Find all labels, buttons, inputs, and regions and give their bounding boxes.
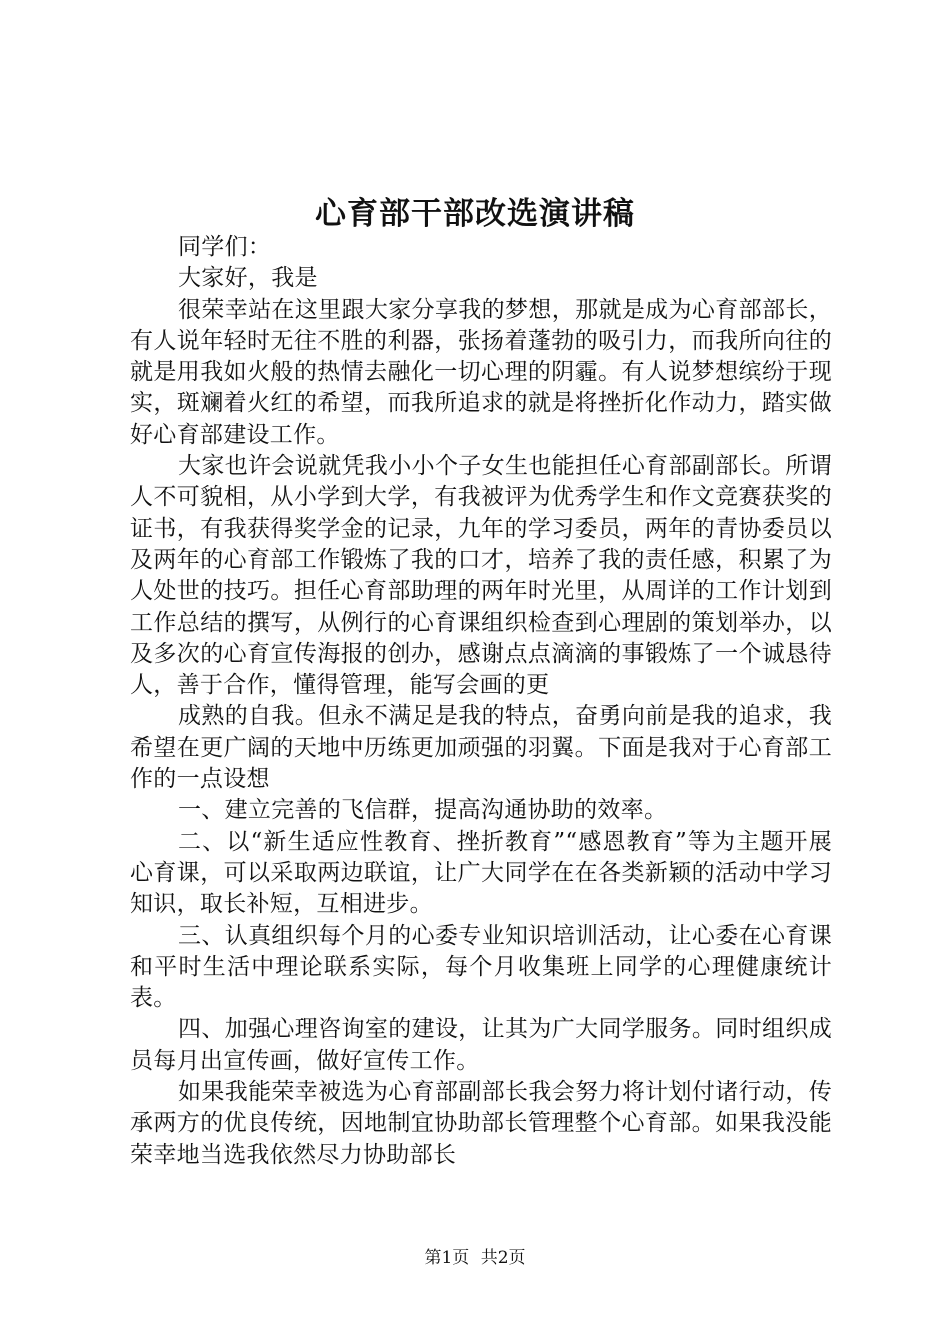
paragraph-experience: 大家也许会说就凭我小小个子女生也能担任心育部副部长。所谓人不可貌相，从小学到大学，有我被评为优秀学生和作文竞赛获奖的证书，有我获得奖学金的记录，九年的学习委员，两年的青协委员以及两年的心育部工作锻炼了我的口才，培养了我的责任感，积累了为人处世的技巧。担任心育部助理的两年时光里，从周详的工作计划到工作总结的撰写，从例行的心育课组织检查到心理剧的策划举办，以及多次的心育宣传海报的创办，感谢点点滴滴的事锻炼了一个诚恳待人，善于合作，懂得管理，能写会画的更 <box>130 453 832 699</box>
plan-item-4: 四、加强心理咨询室的建设，让其为广大同学服务。同时组织成员每月出宣传画，做好宣传工作。 <box>130 1016 832 1074</box>
paragraph-intro: 大家好，我是 <box>178 265 318 292</box>
page-total: 共2页 <box>480 1248 526 1268</box>
plan-item-2: 二、以“新生适应性教育、挫折教育”“感恩教育”等为主题开展心育课，可以采取两边联谊，让广大同学在在各类新颖的活动中学习知识，取长补短，互相进步。 <box>130 828 832 918</box>
plan-item-1: 一、建立完善的飞信群，提高沟通协助的效率。 <box>178 797 668 824</box>
document-body <box>130 232 832 1171</box>
paragraph-greeting: 同学们： <box>178 234 272 260</box>
document-title: 心育部干部改选演讲稿 <box>315 196 635 232</box>
paragraph-closing: 如果我能荣幸被选为心育部副部长我会努力将计划付诸行动，传承两方的优良传统，因地制宜协助部长管理整个心育部。如果我没能荣幸地当选我依然尽力协助部长 <box>130 1079 832 1168</box>
page-number: 第1页 <box>424 1248 470 1268</box>
plan-item-3: 三、认真组织每个月的心委专业知识培训活动，让心委在心育课和平时生活中理论联系实际，每个月收集班上同学的心理健康统计表。 <box>130 922 832 1012</box>
paragraph-dream: 很荣幸站在这里跟大家分享我的梦想，那就是成为心育部部长，有人说年轻时无往不胜的利器，张扬着蓬勃的吸引力，而我所向往的就是用我如火般的热情去融化一切心理的阴霾。有人说梦想缤纷于现实，斑斓着火红的希望，而我所追求的就是将挫折化作动力，踏实做好心育部建设工作。 <box>130 296 832 448</box>
page-footer <box>0 1243 950 1268</box>
paragraph-pursuit: 成熟的自我。但永不满足是我的特点，奋勇向前是我的追求，我希望在更广阔的天地中历练更加顽强的羽翼。下面是我对于心育部工作的一点设想 <box>130 703 832 793</box>
